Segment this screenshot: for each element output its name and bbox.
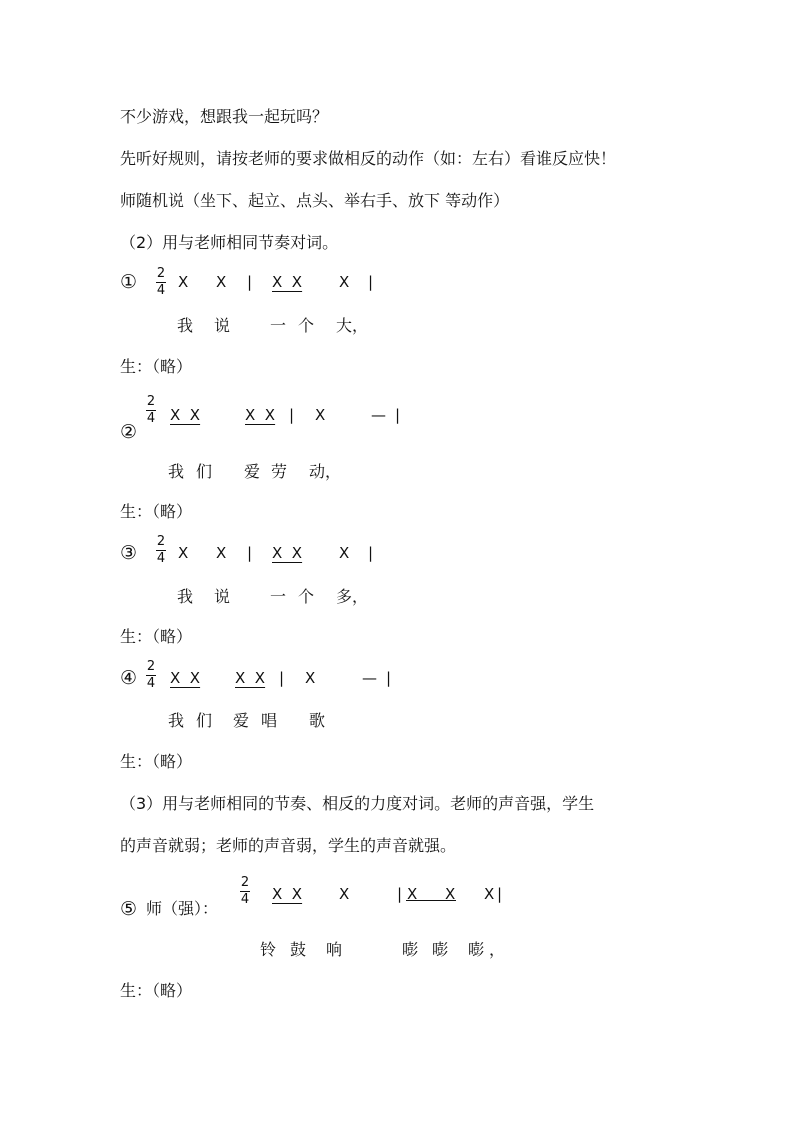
lyric: 动，: [309, 462, 342, 481]
student-reply: 生：（略）: [120, 627, 193, 646]
rhythm-beat: X X: [272, 544, 303, 562]
barline: |: [289, 406, 295, 424]
lyric: 劳: [271, 462, 288, 481]
rhythm-beat: X X: [235, 669, 266, 687]
lyric: 鼓: [290, 940, 307, 959]
time-signature: 2 4: [146, 659, 156, 691]
section-heading-2: （2）用与老师相同节奏对词。: [120, 233, 339, 252]
lyric: 个: [298, 316, 315, 335]
lyric: 我: [168, 711, 185, 730]
lyric: 我: [177, 587, 194, 606]
barline: |: [386, 669, 392, 687]
time-signature: 2 4: [146, 394, 156, 426]
rhythm-beat: X X: [272, 885, 303, 903]
paragraph-teacher-actions: 师随机说（坐下、起立、点头、举右手、放下 等动作）: [120, 191, 510, 210]
rhythm-beat: X X: [170, 406, 201, 424]
paragraph-rules: 先听好规则，请按老师的要求做相反的动作（如：左右）看谁反应快！: [120, 149, 617, 168]
rhythm-beat: X X: [272, 273, 303, 291]
barline: |: [247, 544, 253, 562]
lyric-punctuation: ，: [489, 940, 506, 959]
rhythm-note: X: [216, 544, 227, 562]
lyric: 们: [196, 711, 213, 730]
exercise-marker: ①: [120, 271, 138, 293]
section-heading-3: （3）用与老师相同的节奏、相反的力度对词。老师的声音强，学生: [120, 794, 595, 813]
lyric: 们: [196, 462, 213, 481]
lyric: 我: [168, 462, 185, 481]
lyric: 说: [214, 587, 231, 606]
lyric: 爱: [244, 462, 261, 481]
barline: |: [497, 885, 503, 903]
rhythm-beat: X X: [170, 669, 201, 687]
lyric: 多，: [336, 587, 369, 606]
rhythm-note: X: [315, 406, 326, 424]
lyric: 嘭: [402, 940, 419, 959]
rhythm-note: X: [178, 544, 189, 562]
lyric: 歌: [309, 711, 326, 730]
lyric: 说: [214, 316, 231, 335]
barline: |: [397, 885, 403, 903]
rhythm-note: X: [339, 885, 350, 903]
rhythm-note: X: [445, 885, 456, 903]
lyric: 唱: [261, 711, 278, 730]
barline: |: [395, 406, 401, 424]
lyric: 铃: [260, 940, 277, 959]
rhythm-note: X: [339, 544, 350, 562]
rhythm-note: X: [178, 273, 189, 291]
dash: —: [371, 406, 386, 424]
lyric: 一: [270, 316, 287, 335]
lyric: 大，: [336, 316, 369, 335]
barline: |: [368, 544, 374, 562]
section-heading-3-continued: 的声音就弱；老师的声音弱，学生的声音就强。: [120, 836, 457, 855]
exercise-marker: ③: [120, 542, 138, 564]
student-reply: 生：（略）: [120, 357, 193, 376]
lyric: 嘭: [432, 940, 449, 959]
teacher-strong-label: 师（强）：: [146, 899, 219, 918]
barline: |: [368, 273, 374, 291]
student-reply: 生：（略）: [120, 502, 193, 521]
time-signature: 2 4: [156, 534, 166, 566]
student-reply: 生：（略）: [120, 981, 193, 1000]
exercise-marker: ⑤: [120, 898, 138, 920]
student-reply: 生：（略）: [120, 752, 193, 771]
paragraph-intro: 不少游戏，想跟我一起玩吗？: [120, 107, 329, 126]
rhythm-note: X: [484, 885, 495, 903]
lyric: 一: [270, 587, 287, 606]
rhythm-note: X: [305, 669, 316, 687]
rhythm-beat: X X: [245, 406, 276, 424]
rhythm-note: X: [339, 273, 350, 291]
dash: —: [362, 669, 377, 687]
lyric: 个: [298, 587, 315, 606]
lyric: 嘭: [468, 940, 485, 959]
rhythm-note: X: [407, 885, 418, 903]
lyric: 我: [177, 316, 194, 335]
time-signature: 2 4: [240, 875, 250, 907]
exercise-marker: ④: [120, 667, 138, 689]
lyric: 爱: [233, 711, 250, 730]
barline: |: [279, 669, 285, 687]
time-signature: 2 4: [156, 266, 166, 298]
rhythm-note: X: [216, 273, 227, 291]
exercise-marker: ②: [120, 421, 138, 443]
barline: |: [247, 273, 253, 291]
lyric: 响: [326, 940, 343, 959]
